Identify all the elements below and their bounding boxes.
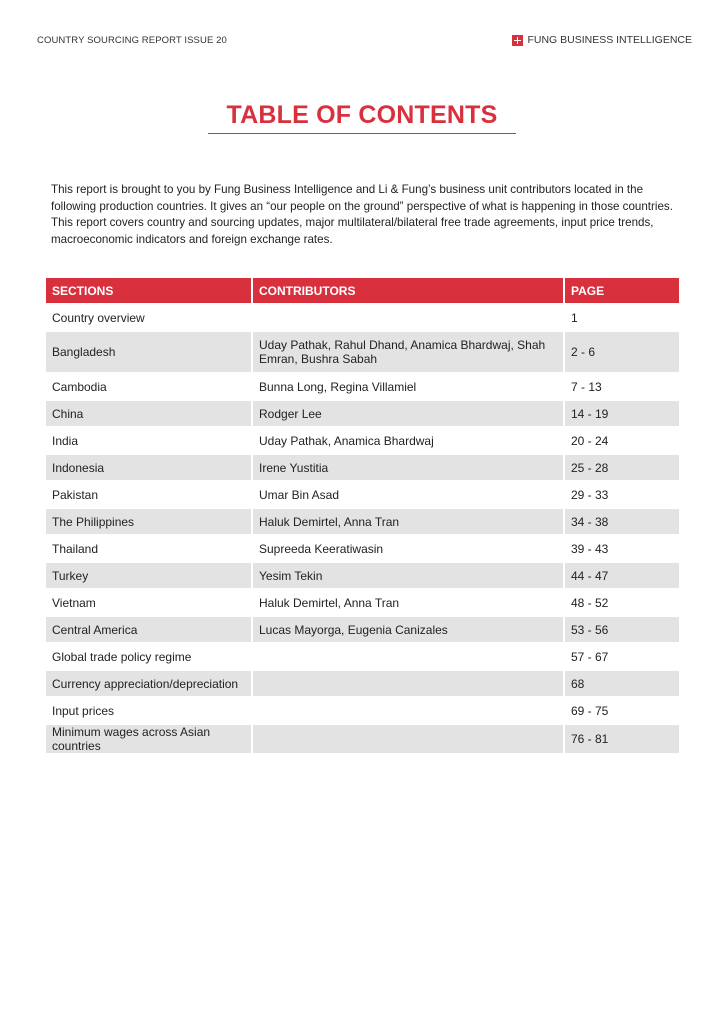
table-row bbox=[46, 305, 679, 330]
section-cell: Country overview bbox=[46, 305, 251, 330]
table-row bbox=[46, 644, 679, 669]
table-row bbox=[46, 455, 679, 480]
table-row bbox=[46, 428, 679, 453]
table-header-row bbox=[46, 278, 679, 303]
report-issue-label: COUNTRY SOURCING REPORT ISSUE 20 bbox=[37, 35, 227, 46]
contributors-cell: Uday Pathak, Anamica Bhardwaj bbox=[253, 428, 563, 453]
table-row bbox=[46, 590, 679, 615]
contributors-cell bbox=[253, 644, 563, 669]
contributors-cell: Haluk Demirtel, Anna Tran bbox=[253, 590, 563, 615]
page-cell: 69 - 75 bbox=[565, 698, 679, 723]
table-row bbox=[46, 482, 679, 507]
page-title: TABLE OF CONTENTS bbox=[226, 101, 498, 129]
section-cell: The Philippines bbox=[46, 509, 251, 534]
header-sections: SECTIONS bbox=[46, 278, 251, 303]
intro-paragraph: This report is brought to you by Fung Business Intelligence and Li & Fung’s business unit contributors located in the following production countries. It gives an “our people on the ground” perspective of what is happening in those countries. This report covers country and sourcing updates, major multilateral/bilateral free trade agreements, input price trends, macroeconomic indicators and foreign exchange rates. bbox=[51, 183, 673, 246]
table-row bbox=[46, 374, 679, 399]
contributors-cell bbox=[253, 671, 563, 696]
page-cell: 25 - 28 bbox=[565, 455, 679, 480]
header-page: PAGE bbox=[565, 278, 679, 303]
section-cell: Minimum wages across Asian countries bbox=[46, 725, 251, 753]
contributors-cell bbox=[253, 725, 563, 753]
table-row bbox=[46, 617, 679, 642]
contributors-cell: Haluk Demirtel, Anna Tran bbox=[253, 509, 563, 534]
header-contributors: CONTRIBUTORS bbox=[253, 278, 563, 303]
page-cell: 1 bbox=[565, 305, 679, 330]
section-cell: Cambodia bbox=[46, 374, 251, 399]
section-cell: Central America bbox=[46, 617, 251, 642]
table-row bbox=[46, 536, 679, 561]
section-cell: China bbox=[46, 401, 251, 426]
section-cell: Pakistan bbox=[46, 482, 251, 507]
section-cell: Currency appreciation/depreciation bbox=[46, 671, 251, 696]
title-underline bbox=[208, 133, 516, 134]
table-row bbox=[46, 698, 679, 723]
page-cell: 68 bbox=[565, 671, 679, 696]
section-cell: Bangladesh bbox=[46, 332, 251, 372]
brand-header bbox=[512, 34, 692, 46]
contributors-cell: Supreeda Keeratiwasin bbox=[253, 536, 563, 561]
section-cell: Indonesia bbox=[46, 455, 251, 480]
section-cell: India bbox=[46, 428, 251, 453]
contributors-cell: Irene Yustitia bbox=[253, 455, 563, 480]
brand-name: FUNG BUSINESS INTELLIGENCE bbox=[527, 34, 692, 46]
page-cell: 29 - 33 bbox=[565, 482, 679, 507]
section-cell: Vietnam bbox=[46, 590, 251, 615]
page-cell: 48 - 52 bbox=[565, 590, 679, 615]
page-cell: 44 - 47 bbox=[565, 563, 679, 588]
contributors-cell: Rodger Lee bbox=[253, 401, 563, 426]
contributors-cell: Yesim Tekin bbox=[253, 563, 563, 588]
section-cell: Thailand bbox=[46, 536, 251, 561]
page-cell: 76 - 81 bbox=[565, 725, 679, 753]
page-cell: 57 - 67 bbox=[565, 644, 679, 669]
brand-logo-icon bbox=[512, 35, 523, 46]
table-row bbox=[46, 725, 679, 753]
section-cell: Turkey bbox=[46, 563, 251, 588]
page-cell: 2 - 6 bbox=[565, 332, 679, 372]
section-cell: Global trade policy regime bbox=[46, 644, 251, 669]
contributors-cell: Umar Bin Asad bbox=[253, 482, 563, 507]
contents-table bbox=[44, 276, 681, 755]
contributors-cell: Lucas Mayorga, Eugenia Canizales bbox=[253, 617, 563, 642]
page-cell: 34 - 38 bbox=[565, 509, 679, 534]
page-cell: 20 - 24 bbox=[565, 428, 679, 453]
table-row bbox=[46, 401, 679, 426]
page-cell: 53 - 56 bbox=[565, 617, 679, 642]
contributors-cell: Uday Pathak, Rahul Dhand, Anamica Bhardwaj, Shah Emran, Bushra Sabah bbox=[253, 332, 563, 372]
contributors-cell bbox=[253, 698, 563, 723]
contributors-cell bbox=[253, 305, 563, 330]
table-row bbox=[46, 332, 679, 372]
table-row bbox=[46, 671, 679, 696]
contributors-cell: Bunna Long, Regina Villamiel bbox=[253, 374, 563, 399]
table-row bbox=[46, 563, 679, 588]
page-cell: 39 - 43 bbox=[565, 536, 679, 561]
page-cell: 7 - 13 bbox=[565, 374, 679, 399]
section-cell: Input prices bbox=[46, 698, 251, 723]
table-row bbox=[46, 509, 679, 534]
page-cell: 14 - 19 bbox=[565, 401, 679, 426]
